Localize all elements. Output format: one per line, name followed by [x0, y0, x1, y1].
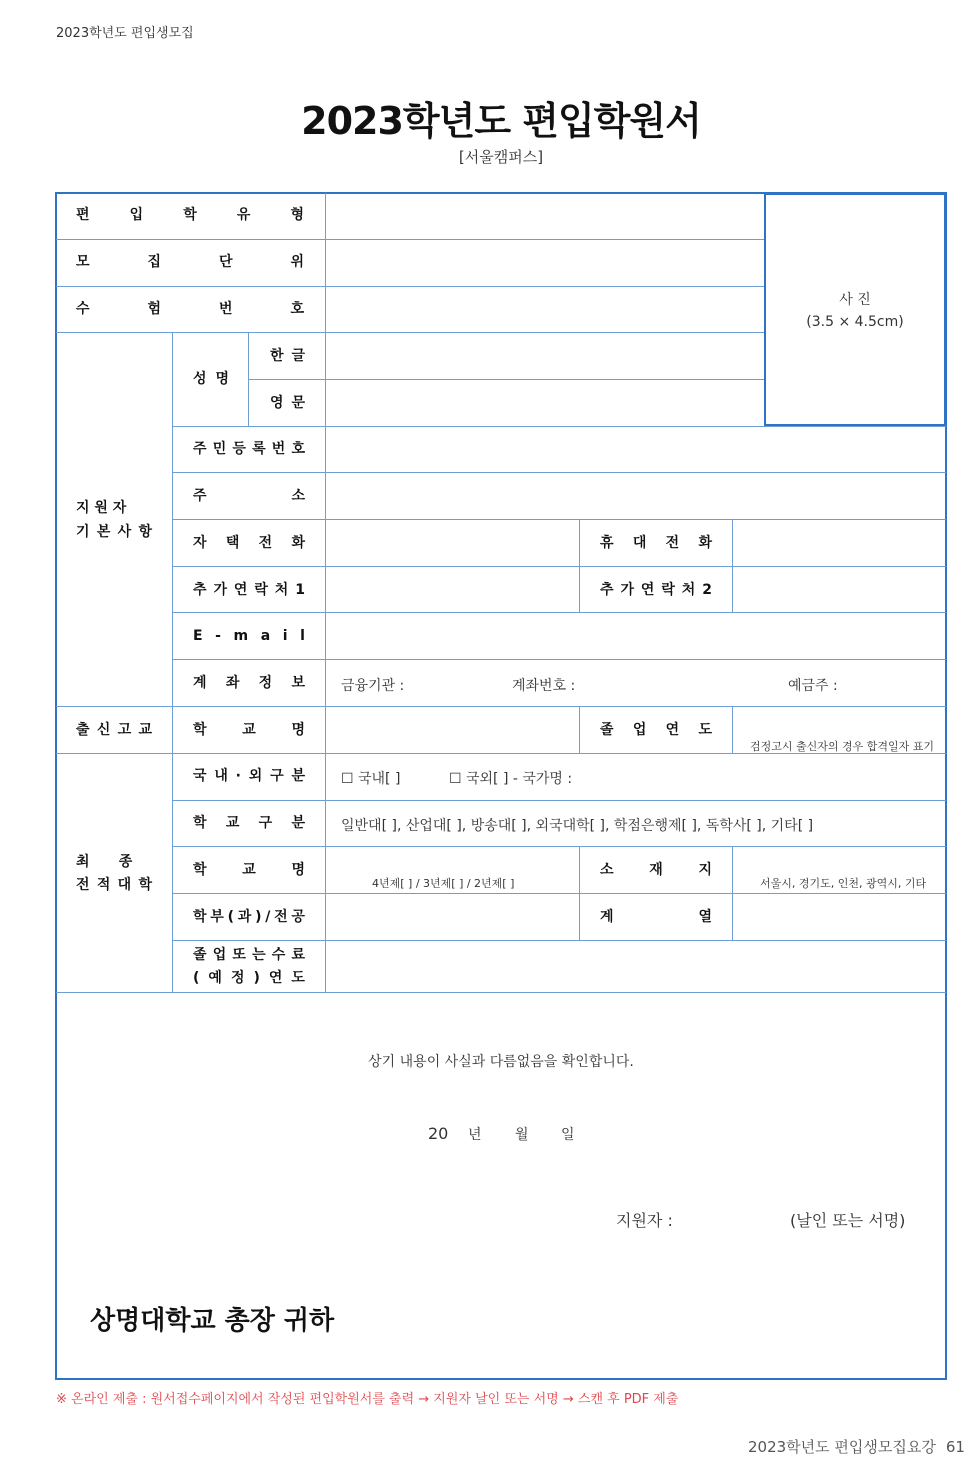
contact2-label: 추 가 연 락 처 2: [600, 582, 712, 598]
row-divider: [172, 659, 946, 660]
column-divider: [732, 519, 733, 613]
grad-year-label: 졸 업 연 도: [600, 722, 712, 738]
column-divider: [248, 332, 249, 426]
footer-title: 2023학년도 편입생모집요강: [748, 1438, 936, 1456]
row-divider: [172, 426, 946, 427]
series-label: 계 열: [600, 909, 712, 925]
page-number: 61: [945, 1438, 965, 1456]
row-divider: [56, 992, 946, 993]
address-label: 주 소: [193, 488, 305, 504]
row-divider: [172, 800, 946, 801]
transfer-type-label: 편 입 학 유 형: [76, 207, 304, 223]
school-type-label: 학 교 구 분: [193, 815, 305, 831]
years-options: 4년제[ ] / 3년제[ ] / 2년제[ ]: [372, 877, 515, 890]
bank-field-label: 금융기관 :: [341, 678, 405, 694]
row-divider: [172, 846, 946, 847]
column-divider: [579, 706, 580, 753]
high-school-label: 출 신 고 교: [76, 722, 152, 738]
date-day: 일: [561, 1127, 575, 1143]
basic-info-label: 지 원 자: [76, 500, 127, 516]
running-header: 2023학년도 편입생모집: [56, 26, 194, 41]
row-divider: [56, 286, 764, 287]
date-year-prefix: 20: [428, 1124, 449, 1143]
college-name-label: 학 교 명: [193, 862, 305, 878]
foreign-checkbox[interactable]: ☐ 국외[ ] - 국가명 :: [449, 771, 573, 787]
column-divider: [732, 846, 733, 940]
school-type-options: 일반대[ ], 산업대[ ], 방송대[ ], 외국대학[ ], 학점은행제[ ], 독학사[ ], 기타[ ]: [341, 818, 814, 834]
mobile-phone-label: 휴 대 전 화: [600, 535, 712, 551]
photo-label: 사 진: [839, 292, 871, 308]
grad-or-completion-label-2: ( 예 정 ) 연 도: [193, 970, 305, 986]
home-phone-label: 자 택 전 화: [193, 535, 305, 551]
campus-label: [서울캠퍼스]: [458, 148, 544, 166]
confirmation-text: 상기 내용이 사실과 다름없음을 확인합니다.: [368, 1054, 634, 1070]
name-label: 성 명: [193, 371, 229, 387]
row-divider: [56, 332, 764, 333]
applicant-label: 지원자 :: [616, 1211, 673, 1230]
last-college-label-2: 전 적 대 학: [76, 877, 152, 893]
domestic-foreign-label: 국 내 · 외 구 분: [193, 768, 305, 784]
photo-size: (3.5 × 4.5cm): [806, 314, 904, 330]
column-divider: [732, 706, 733, 753]
location-options: 서울시, 경기도, 인천, 광역시, 기타: [760, 877, 927, 890]
online-submission-note: ※ 온라인 제출 : 원서접수페이지에서 작성된 편입학원서를 출력 → 지원자 날인 또는 서명 → 스캔 후 PDF 제출: [56, 1392, 679, 1407]
column-divider: [325, 193, 326, 992]
row-divider: [56, 706, 946, 707]
column-divider: [579, 846, 580, 940]
email-label: E - m a i l: [193, 628, 305, 644]
row-divider: [172, 612, 946, 613]
photo-area: [764, 193, 946, 426]
page-footer: [748, 1436, 965, 1457]
resident-number-label: 주 민 등 록 번 호: [193, 441, 305, 457]
date-year: 년: [468, 1127, 482, 1143]
ged-note: 검정고시 출신자의 경우 합격일자 표기: [750, 740, 935, 753]
row-divider: [56, 239, 764, 240]
grad-or-completion-label: 졸 업 또 는 수 료: [193, 947, 305, 963]
row-divider: [172, 940, 946, 941]
column-divider: [579, 519, 580, 613]
recruit-unit-label: 모 집 단 위: [76, 254, 304, 270]
row-divider: [172, 566, 946, 567]
department-label: 학 부 ( 과 ) / 전 공: [193, 909, 305, 925]
korean-name-label: 한 글: [270, 348, 305, 364]
addressee: 상명대학교 총장 귀하: [90, 1306, 335, 1336]
date-month: 월: [515, 1127, 529, 1143]
basic-info-label-2: 기 본 사 항: [76, 524, 152, 540]
domestic-checkbox[interactable]: ☐ 국내[ ]: [341, 771, 401, 787]
account-label: 계 좌 정 보: [193, 675, 305, 691]
seal-label: (날인 또는 서명): [790, 1211, 906, 1230]
location-label: 소 재 지: [600, 862, 712, 878]
account-holder-field-label: 예금주 :: [788, 678, 838, 694]
high-school-name-label: 학 교 명: [193, 722, 305, 738]
form-title: 2023학년도 편입학원서: [301, 99, 701, 143]
account-number-field-label: 계좌번호 :: [512, 678, 576, 694]
column-divider: [172, 332, 173, 992]
row-divider: [172, 472, 946, 473]
exam-number-label: 수 험 번 호: [76, 301, 304, 317]
contact1-label: 추 가 연 락 처 1: [193, 582, 305, 598]
row-divider: [172, 893, 946, 894]
english-name-label: 영 문: [270, 395, 305, 411]
row-divider: [172, 519, 946, 520]
last-college-label: 최 종: [76, 854, 133, 870]
